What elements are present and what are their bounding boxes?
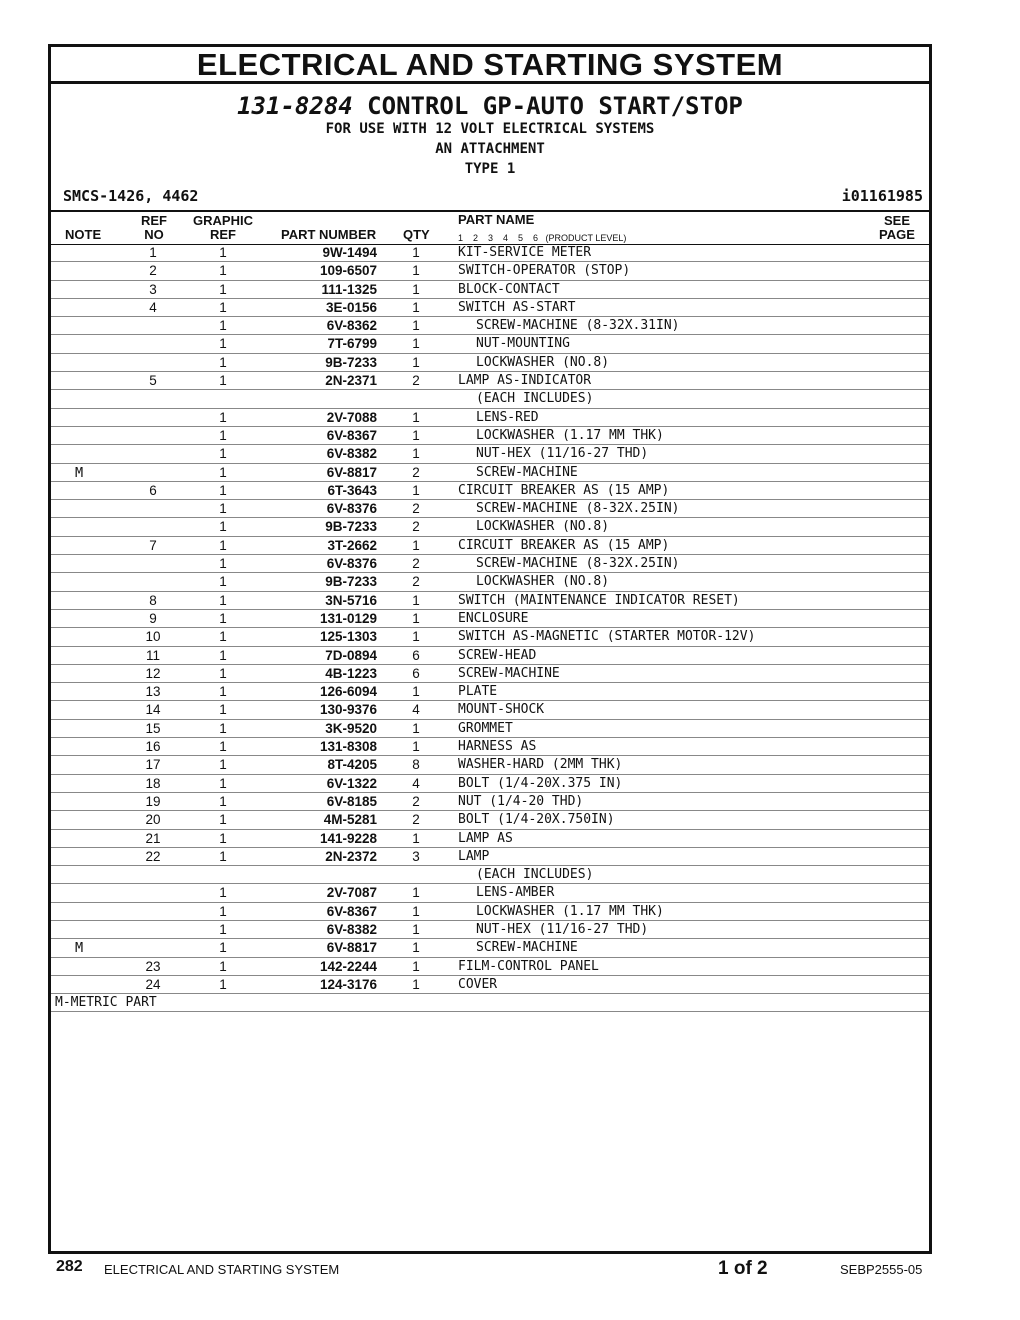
part-number-cell: 131-0129 xyxy=(319,610,377,626)
part-number-cell: 126-6094 xyxy=(319,684,377,700)
graphic-ref-cell: 1 xyxy=(219,684,227,700)
part-name-cell: SWITCH-OPERATOR (STOP) xyxy=(458,263,631,279)
part-name-cell: BOLT (1/4-20X.750IN) xyxy=(458,812,615,828)
qty-cell: 1 xyxy=(412,629,420,645)
part-number-cell: 2V-7088 xyxy=(326,409,377,425)
graphic-ref-cell: 1 xyxy=(219,610,227,626)
part-name-cell: (EACH INCLUDES) xyxy=(476,391,594,407)
table-row xyxy=(51,299,929,317)
ref-no-cell: 19 xyxy=(145,793,161,809)
part-number-cell: 2N-2371 xyxy=(325,373,377,389)
graphic-ref-cell: 1 xyxy=(219,885,227,901)
qty-cell: 1 xyxy=(412,830,420,846)
graphic-ref-cell: 1 xyxy=(219,739,227,755)
part-name-cell: SCREW-MACHINE (8-32X.31IN) xyxy=(476,318,680,334)
graphic-ref-cell: 1 xyxy=(219,537,227,553)
part-number-cell: 6V-8367 xyxy=(326,427,377,443)
col-graphic-ref: GRAPHIC REF xyxy=(193,213,253,242)
part-name-cell: GROMMET xyxy=(458,720,513,736)
graphic-ref-cell: 1 xyxy=(219,921,227,937)
part-number-cell: 111-1325 xyxy=(321,281,377,297)
qty-cell: 1 xyxy=(412,720,420,736)
part-number-cell: 3N-5716 xyxy=(325,592,377,608)
table-row xyxy=(51,958,929,976)
qty-cell: 1 xyxy=(412,684,420,700)
table-row xyxy=(51,518,929,536)
table-row xyxy=(51,354,929,372)
table-row xyxy=(51,592,929,610)
col-part-name: PART NAME xyxy=(458,212,535,227)
graphic-ref-cell: 1 xyxy=(219,464,227,480)
graphic-ref-cell: 1 xyxy=(219,373,227,389)
part-number-cell: 6V-8817 xyxy=(326,464,377,480)
qty-cell: 8 xyxy=(412,757,420,773)
graphic-ref-cell: 1 xyxy=(219,446,227,462)
qty-cell: 1 xyxy=(412,245,420,260)
qty-cell: 1 xyxy=(412,299,420,315)
part-number-cell: 6T-3643 xyxy=(327,482,377,498)
part-name-cell: SCREW-MACHINE xyxy=(476,464,578,480)
graphic-ref-cell: 1 xyxy=(219,318,227,334)
part-name-cell: HARNESS AS xyxy=(458,739,537,755)
graphic-ref-cell: 1 xyxy=(219,556,227,572)
graphic-ref-cell: 1 xyxy=(219,592,227,608)
qty-cell: 1 xyxy=(412,739,420,755)
qty-cell: 4 xyxy=(412,775,420,791)
graphic-ref-cell: 1 xyxy=(219,793,227,809)
graphic-ref-cell: 1 xyxy=(219,958,227,974)
ref-no-cell: 15 xyxy=(145,720,161,736)
table-row xyxy=(51,628,929,646)
graphic-ref-cell: 1 xyxy=(219,976,227,992)
table-row xyxy=(51,683,929,701)
part-name-cell: LOCKWASHER (NO.8) xyxy=(476,354,610,370)
part-number-cell: 130-9376 xyxy=(319,702,377,718)
ref-no-cell: 13 xyxy=(145,684,161,700)
ref-no-cell: 6 xyxy=(149,482,157,498)
part-number-cell: 9B-7233 xyxy=(325,574,377,590)
ref-no-cell: 21 xyxy=(145,830,161,846)
qty-cell: 2 xyxy=(412,373,420,389)
part-number-cell: 6V-8362 xyxy=(326,318,377,334)
qty-cell: 2 xyxy=(412,574,420,590)
ref-no-cell: 22 xyxy=(145,848,161,864)
page-footer xyxy=(0,1258,1020,1282)
table-row xyxy=(51,573,929,591)
ref-no-cell: 10 xyxy=(145,629,161,645)
table-row xyxy=(51,244,929,262)
ref-no-cell: 8 xyxy=(149,592,157,608)
col-ref-no: REF NO xyxy=(141,213,167,242)
table-row xyxy=(51,262,929,280)
graphic-ref-cell: 1 xyxy=(219,629,227,645)
ref-no-cell: 3 xyxy=(149,281,157,297)
part-number-cell: 3E-0156 xyxy=(325,299,377,315)
group-line-3: TYPE 1 xyxy=(464,161,516,177)
col-see-page: SEE PAGE xyxy=(879,213,915,242)
table-row xyxy=(51,756,929,774)
part-name-cell: (EACH INCLUDES) xyxy=(476,867,594,883)
qty-cell: 2 xyxy=(412,812,420,828)
table-row xyxy=(51,921,929,939)
table-row xyxy=(51,427,929,445)
part-number-cell: 124-3176 xyxy=(319,976,377,992)
qty-cell: 1 xyxy=(412,610,420,626)
group-title xyxy=(51,93,929,119)
qty-cell: 1 xyxy=(412,940,420,956)
graphic-ref-cell: 1 xyxy=(219,427,227,443)
table-header xyxy=(51,210,929,245)
part-number-cell: 6V-8376 xyxy=(326,501,377,517)
graphic-ref-cell: 1 xyxy=(219,501,227,517)
graphic-ref-cell: 1 xyxy=(219,245,227,260)
part-number-cell: 7D-0894 xyxy=(325,647,377,663)
graphic-ref-cell: 1 xyxy=(219,830,227,846)
qty-cell: 1 xyxy=(412,409,420,425)
qty-cell: 1 xyxy=(412,427,420,443)
qty-cell: 1 xyxy=(412,537,420,553)
table-row xyxy=(51,445,929,463)
part-name-cell: SWITCH AS-MAGNETIC (STARTER MOTOR-12V) xyxy=(458,629,756,645)
note-cell: M xyxy=(75,940,84,957)
part-name-cell: LENS-AMBER xyxy=(476,885,555,901)
graphic-ref-cell: 1 xyxy=(219,336,227,352)
part-name-cell: LOCKWASHER (1.17 MM THK) xyxy=(476,427,664,443)
part-number-cell: 109-6507 xyxy=(319,263,377,279)
table-row xyxy=(51,647,929,665)
part-number-cell: 6V-8376 xyxy=(326,556,377,572)
qty-cell: 1 xyxy=(412,903,420,919)
part-name-cell: LENS-RED xyxy=(476,409,539,425)
graphic-ref-cell: 1 xyxy=(219,281,227,297)
graphic-ref-cell: 1 xyxy=(219,702,227,718)
graphic-ref-cell: 1 xyxy=(219,940,227,956)
graphic-ref-cell: 1 xyxy=(219,903,227,919)
table-row xyxy=(51,811,929,829)
qty-cell: 2 xyxy=(412,519,420,535)
ref-no-cell: 7 xyxy=(149,537,157,553)
ref-no-cell: 18 xyxy=(145,775,161,791)
part-name-cell: NUT-MOUNTING xyxy=(476,336,570,352)
ref-no-cell: 4 xyxy=(149,299,157,315)
page-number: 282 xyxy=(56,1258,83,1275)
graphic-ref-cell: 1 xyxy=(219,263,227,279)
part-number-cell: 141-9228 xyxy=(319,830,377,846)
qty-cell: 6 xyxy=(412,665,420,681)
part-name-cell: BOLT (1/4-20X.375 IN) xyxy=(458,775,623,791)
part-number-cell: 6V-8185 xyxy=(326,793,377,809)
part-name-cell: ENCLOSURE xyxy=(458,610,529,626)
part-name-cell: PLATE xyxy=(458,684,498,700)
graphic-ref-cell: 1 xyxy=(219,775,227,791)
part-number-cell: 125-1303 xyxy=(319,629,377,645)
qty-cell: 1 xyxy=(412,885,420,901)
table-row xyxy=(51,464,929,482)
ref-no-cell: 2 xyxy=(149,263,157,279)
table-row xyxy=(51,281,929,299)
ref-no-cell: 12 xyxy=(145,665,161,681)
table-row xyxy=(51,976,929,994)
part-name-cell: LOCKWASHER (NO.8) xyxy=(476,519,610,535)
table-row xyxy=(51,939,929,957)
qty-cell: 1 xyxy=(412,318,420,334)
graphic-ref-cell: 1 xyxy=(219,812,227,828)
part-name-cell: WASHER-HARD (2MM THK) xyxy=(458,757,623,773)
page-of: 1 of 2 xyxy=(718,1258,768,1279)
part-name-cell: BLOCK-CONTACT xyxy=(458,281,560,297)
graphic-ref-cell: 1 xyxy=(219,519,227,535)
table-row xyxy=(51,372,929,390)
graphic-ref-cell: 1 xyxy=(219,665,227,681)
part-number-cell: 2N-2372 xyxy=(325,848,377,864)
part-name-cell: CIRCUIT BREAKER AS (15 AMP) xyxy=(458,537,670,553)
parts-table xyxy=(51,244,929,1012)
part-number-cell: 8T-4205 xyxy=(327,757,377,773)
graphic-ref-cell: 1 xyxy=(219,299,227,315)
col-part-number: PART NUMBER xyxy=(281,227,377,242)
part-name-cell: SWITCH AS-START xyxy=(458,299,576,315)
part-name-cell: FILM-CONTROL PANEL xyxy=(458,958,599,974)
table-row xyxy=(51,848,929,866)
qty-cell: 1 xyxy=(412,281,420,297)
note-cell: M xyxy=(75,464,84,481)
col-qty: QTY xyxy=(403,227,430,242)
ref-no-cell: 9 xyxy=(149,610,157,626)
group-part-number: 131-8284 xyxy=(237,92,353,120)
table-row xyxy=(51,701,929,719)
table-row xyxy=(51,409,929,427)
part-number-cell: 6V-8817 xyxy=(326,940,377,956)
col-product-level: 1 2 3 4 5 6 (PRODUCT LEVEL) xyxy=(458,233,627,243)
ref-no-cell: 5 xyxy=(149,373,157,389)
group-line-1: FOR USE WITH 12 VOLT ELECTRICAL SYSTEMS xyxy=(325,121,655,137)
part-name-cell: NUT (1/4-20 THD) xyxy=(458,793,584,809)
table-row xyxy=(51,317,929,335)
part-number-cell: 2V-7087 xyxy=(326,885,377,901)
part-name-cell: SWITCH (MAINTENANCE INDICATOR RESET) xyxy=(458,592,740,608)
qty-cell: 1 xyxy=(412,482,420,498)
part-number-cell: 3K-9520 xyxy=(325,720,377,736)
table-row xyxy=(51,830,929,848)
graphic-ref-cell: 1 xyxy=(219,409,227,425)
part-number-cell: 9B-7233 xyxy=(325,354,377,370)
part-name-cell: LAMP AS xyxy=(458,830,513,846)
table-row xyxy=(51,903,929,921)
footer-section: ELECTRICAL AND STARTING SYSTEM xyxy=(104,1262,340,1277)
ref-no-cell: 23 xyxy=(145,958,161,974)
table-row xyxy=(51,793,929,811)
ref-no-cell: 1 xyxy=(149,245,157,260)
qty-cell: 1 xyxy=(412,446,420,462)
part-name-cell: COVER xyxy=(458,976,498,992)
qty-cell: 2 xyxy=(412,501,420,517)
part-number-cell: 6V-1322 xyxy=(326,775,377,791)
part-number-cell: 6V-8382 xyxy=(326,446,377,462)
part-name-cell: LOCKWASHER (1.17 MM THK) xyxy=(476,903,664,919)
qty-cell: 2 xyxy=(412,793,420,809)
table-row xyxy=(51,537,929,555)
qty-cell: 1 xyxy=(412,263,420,279)
part-number-cell: 142-2244 xyxy=(319,958,377,974)
doc-id: SEBP2555-05 xyxy=(840,1262,923,1277)
table-row xyxy=(51,390,929,408)
qty-cell: 6 xyxy=(412,647,420,663)
group-name: CONTROL GP-AUTO START/STOP xyxy=(367,92,743,120)
part-number-cell: 6V-8382 xyxy=(326,921,377,937)
part-name-cell: SCREW-MACHINE (8-32X.25IN) xyxy=(476,556,680,572)
table-row xyxy=(51,500,929,518)
footnote: M-METRIC PART xyxy=(51,994,929,1012)
qty-cell: 1 xyxy=(412,976,420,992)
part-name-cell: CIRCUIT BREAKER AS (15 AMP) xyxy=(458,482,670,498)
qty-cell: 2 xyxy=(412,464,420,480)
table-row xyxy=(51,335,929,353)
page-frame xyxy=(48,44,932,1254)
table-row xyxy=(51,610,929,628)
ref-no-cell: 14 xyxy=(145,702,161,718)
section-title: ELECTRICAL AND STARTING SYSTEM xyxy=(51,47,929,84)
ref-no-cell: 16 xyxy=(145,739,161,755)
table-row xyxy=(51,482,929,500)
part-name-cell: LOCKWASHER (NO.8) xyxy=(476,574,610,590)
part-number-cell: 3T-2662 xyxy=(327,537,377,553)
part-number-cell: 9W-1494 xyxy=(322,245,377,260)
table-row xyxy=(51,884,929,902)
table-row xyxy=(51,775,929,793)
part-number-cell: 4B-1223 xyxy=(325,665,377,681)
part-number-cell: 9B-7233 xyxy=(325,519,377,535)
part-name-cell: KIT-SERVICE METER xyxy=(458,245,592,260)
table-row xyxy=(51,738,929,756)
ref-no-cell: 20 xyxy=(145,812,161,828)
ref-no-cell: 11 xyxy=(145,647,160,663)
qty-cell: 1 xyxy=(412,336,420,352)
part-name-cell: SCREW-MACHINE (8-32X.25IN) xyxy=(476,501,680,517)
graphic-ref-cell: 1 xyxy=(219,482,227,498)
illustration-id: i01161985 xyxy=(841,187,923,205)
graphic-ref-cell: 1 xyxy=(219,354,227,370)
qty-cell: 3 xyxy=(412,848,420,864)
ref-no-cell: 17 xyxy=(145,757,161,773)
part-name-cell: MOUNT-SHOCK xyxy=(458,702,545,718)
qty-cell: 1 xyxy=(412,958,420,974)
graphic-ref-cell: 1 xyxy=(219,647,227,663)
group-header xyxy=(51,93,929,179)
table-row xyxy=(51,555,929,573)
part-name-cell: LAMP xyxy=(458,848,490,864)
qty-cell: 1 xyxy=(412,592,420,608)
qty-cell: 2 xyxy=(412,556,420,572)
group-line-2: AN ATTACHMENT xyxy=(435,141,545,157)
part-name-cell: NUT-HEX (11/16-27 THD) xyxy=(476,446,649,462)
graphic-ref-cell: 1 xyxy=(219,720,227,736)
part-number-cell: 6V-8367 xyxy=(326,903,377,919)
smcs-code: SMCS-1426, 4462 xyxy=(63,187,199,205)
part-name-cell: SCREW-HEAD xyxy=(458,647,537,663)
part-number-cell: 131-8308 xyxy=(319,739,377,755)
ref-no-cell: 24 xyxy=(145,976,161,992)
part-number-cell: 7T-6799 xyxy=(327,336,377,352)
part-number-cell: 4M-5281 xyxy=(323,812,377,828)
part-name-cell: LAMP AS-INDICATOR xyxy=(458,373,592,389)
part-name-cell: SCREW-MACHINE xyxy=(458,665,560,681)
graphic-ref-cell: 1 xyxy=(219,757,227,773)
graphic-ref-cell: 1 xyxy=(219,574,227,590)
qty-cell: 4 xyxy=(412,702,420,718)
part-name-cell: SCREW-MACHINE xyxy=(476,940,578,956)
col-note: NOTE xyxy=(65,227,102,242)
qty-cell: 1 xyxy=(412,354,420,370)
part-name-cell: NUT-HEX (11/16-27 THD) xyxy=(476,921,649,937)
table-row xyxy=(51,665,929,683)
table-row xyxy=(51,720,929,738)
qty-cell: 1 xyxy=(412,921,420,937)
graphic-ref-cell: 1 xyxy=(219,848,227,864)
table-row xyxy=(51,866,929,884)
